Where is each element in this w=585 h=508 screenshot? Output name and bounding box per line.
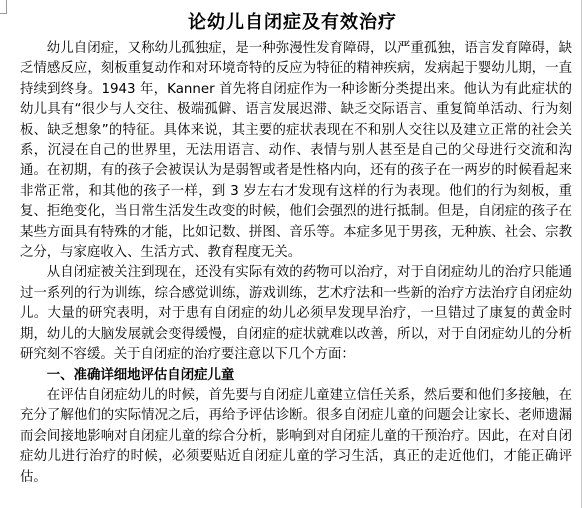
document-body [20,39,572,488]
document-title: 论幼儿自闭症及有效治疗 [188,12,397,33]
page-margin-rule [581,0,582,508]
section-heading-assessment: 一、准确详细地评估自闭症儿童 [46,367,235,383]
paragraph-intro: 幼儿自闭症，又称幼儿孤独症，是一种弥漫性发育障碍，以严重孤独，语言发育障碍，缺乏情感反应，刻板重复动作和对环境奇特的反应为特征的精神疾病，发病起于婴幼儿期，一直持续到终身。1943 年，Kanner 首先将自闭症作为一种诊断分类提出来。他认为有此症状的幼儿具有“很少与人交往、极端孤僻、语言发展迟滞、缺乏交际语言、重复简单活动、行为刻板、缺乏想象”的特征。具体来说，其主要的症状表现在不和别人交往以及建立正常的社会关系，沉浸在自己的世界里，无法用语言、动作、表情与别人甚至是自己的父母进行交流和沟通。在初期，有的孩子会被误认为是弱智或者是性格内向，还有的孩子在一两岁的时候看起来非常正常，和其他的孩子一样，到 3 岁左右才发现有这样的行为表现。他们的行为刻板，重复、拒绝变化，当日常生活发生改变的时候，他们会强烈的进行抵制。但是，自闭症的孩子在某些方面具有特殊的才能，比如记数、拼图、音乐等。本症多见于男孩，无种族、社会、宗教之分，与家庭收入、生活方式、教育程度无关。 [20,41,572,261]
paragraph-assessment: 在评估自闭症幼儿的时候，首先要与自闭症儿童建立信任关系，然后要和他们多接触，在充分了解他们的实际情况之后，再给予评估诊断。很多自闭症儿童的问题会让家长、老师遗漏而会间接地影响对自闭症儿童的综合分析，影响到对自闭症儿童的干预治疗。因此，在对自闭症幼儿进行治疗的时候，必须要贴近自闭症儿童的学习生活，真正的走近他们，才能正确评估。 [20,387,572,485]
paragraph-treatment-overview: 从自闭症被关注到现在，还没有实际有效的药物可以治疗，对于自闭症幼儿的治疗只能通过一系列的行为训练，综合感觉训练，游戏训练，艺术疗法和一些新的治疗方法治疗自闭症幼儿。大量的研究表明，对于患有自闭症的幼儿必须早发现早治疗，一旦错过了康复的黄金时期，幼儿的大脑发展就会变得缓慢，自闭症的症状就难以改善，所以，对于自闭症幼儿的分析研究刻不容缓。关于自闭症的治疗要注意以下几个方面： [20,265,572,363]
